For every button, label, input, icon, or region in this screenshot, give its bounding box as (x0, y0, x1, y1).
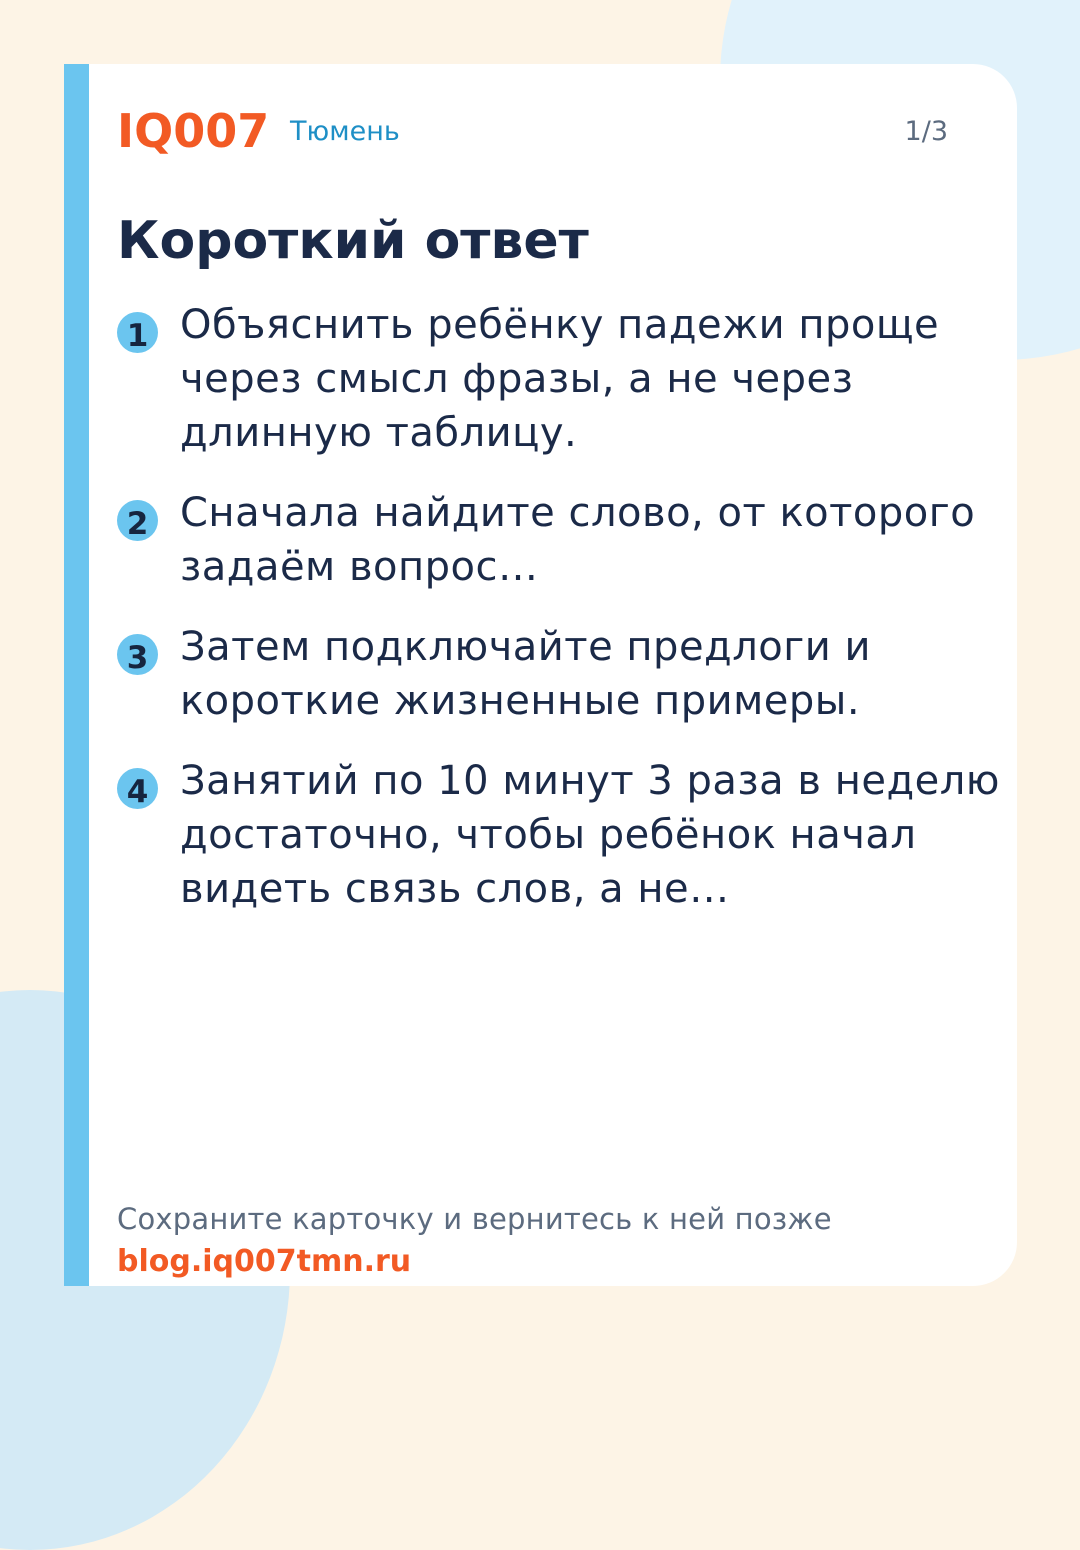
list-item (117, 754, 1007, 916)
list-item (117, 486, 1007, 594)
brand-logo: IQ007 (117, 104, 270, 158)
page-counter: 1/3 (904, 116, 948, 147)
item-number-badge: 4 (117, 768, 158, 809)
item-number-badge: 1 (117, 312, 158, 353)
item-text: Затем подключайте предлоги и короткие жизненные примеры. (180, 624, 871, 724)
item-number-badge: 3 (117, 634, 158, 675)
item-text: Занятий по 10 минут 3 раза в неделю достаточно, чтобы ребёнок начал видеть связь слов, а не… (180, 758, 1000, 912)
card-title: Короткий ответ (117, 211, 589, 271)
blog-link[interactable]: blog.iq007tmn.ru (117, 1244, 412, 1279)
save-card-note: Сохраните карточку и вернитесь к ней позже (117, 1202, 832, 1236)
list-item (117, 298, 1007, 460)
item-number-badge: 2 (117, 500, 158, 541)
list-item (117, 620, 1007, 728)
card-accent-bar (64, 64, 89, 1286)
city-label: Тюмень (290, 116, 400, 147)
item-text: Объяснить ребёнку падежи проще через смысл фразы, а не через длинную таблицу. (180, 302, 940, 456)
item-text: Сначала найдите слово, от которого задаём вопрос… (180, 490, 976, 590)
info-card (64, 64, 1017, 1286)
answer-list (117, 298, 1007, 942)
